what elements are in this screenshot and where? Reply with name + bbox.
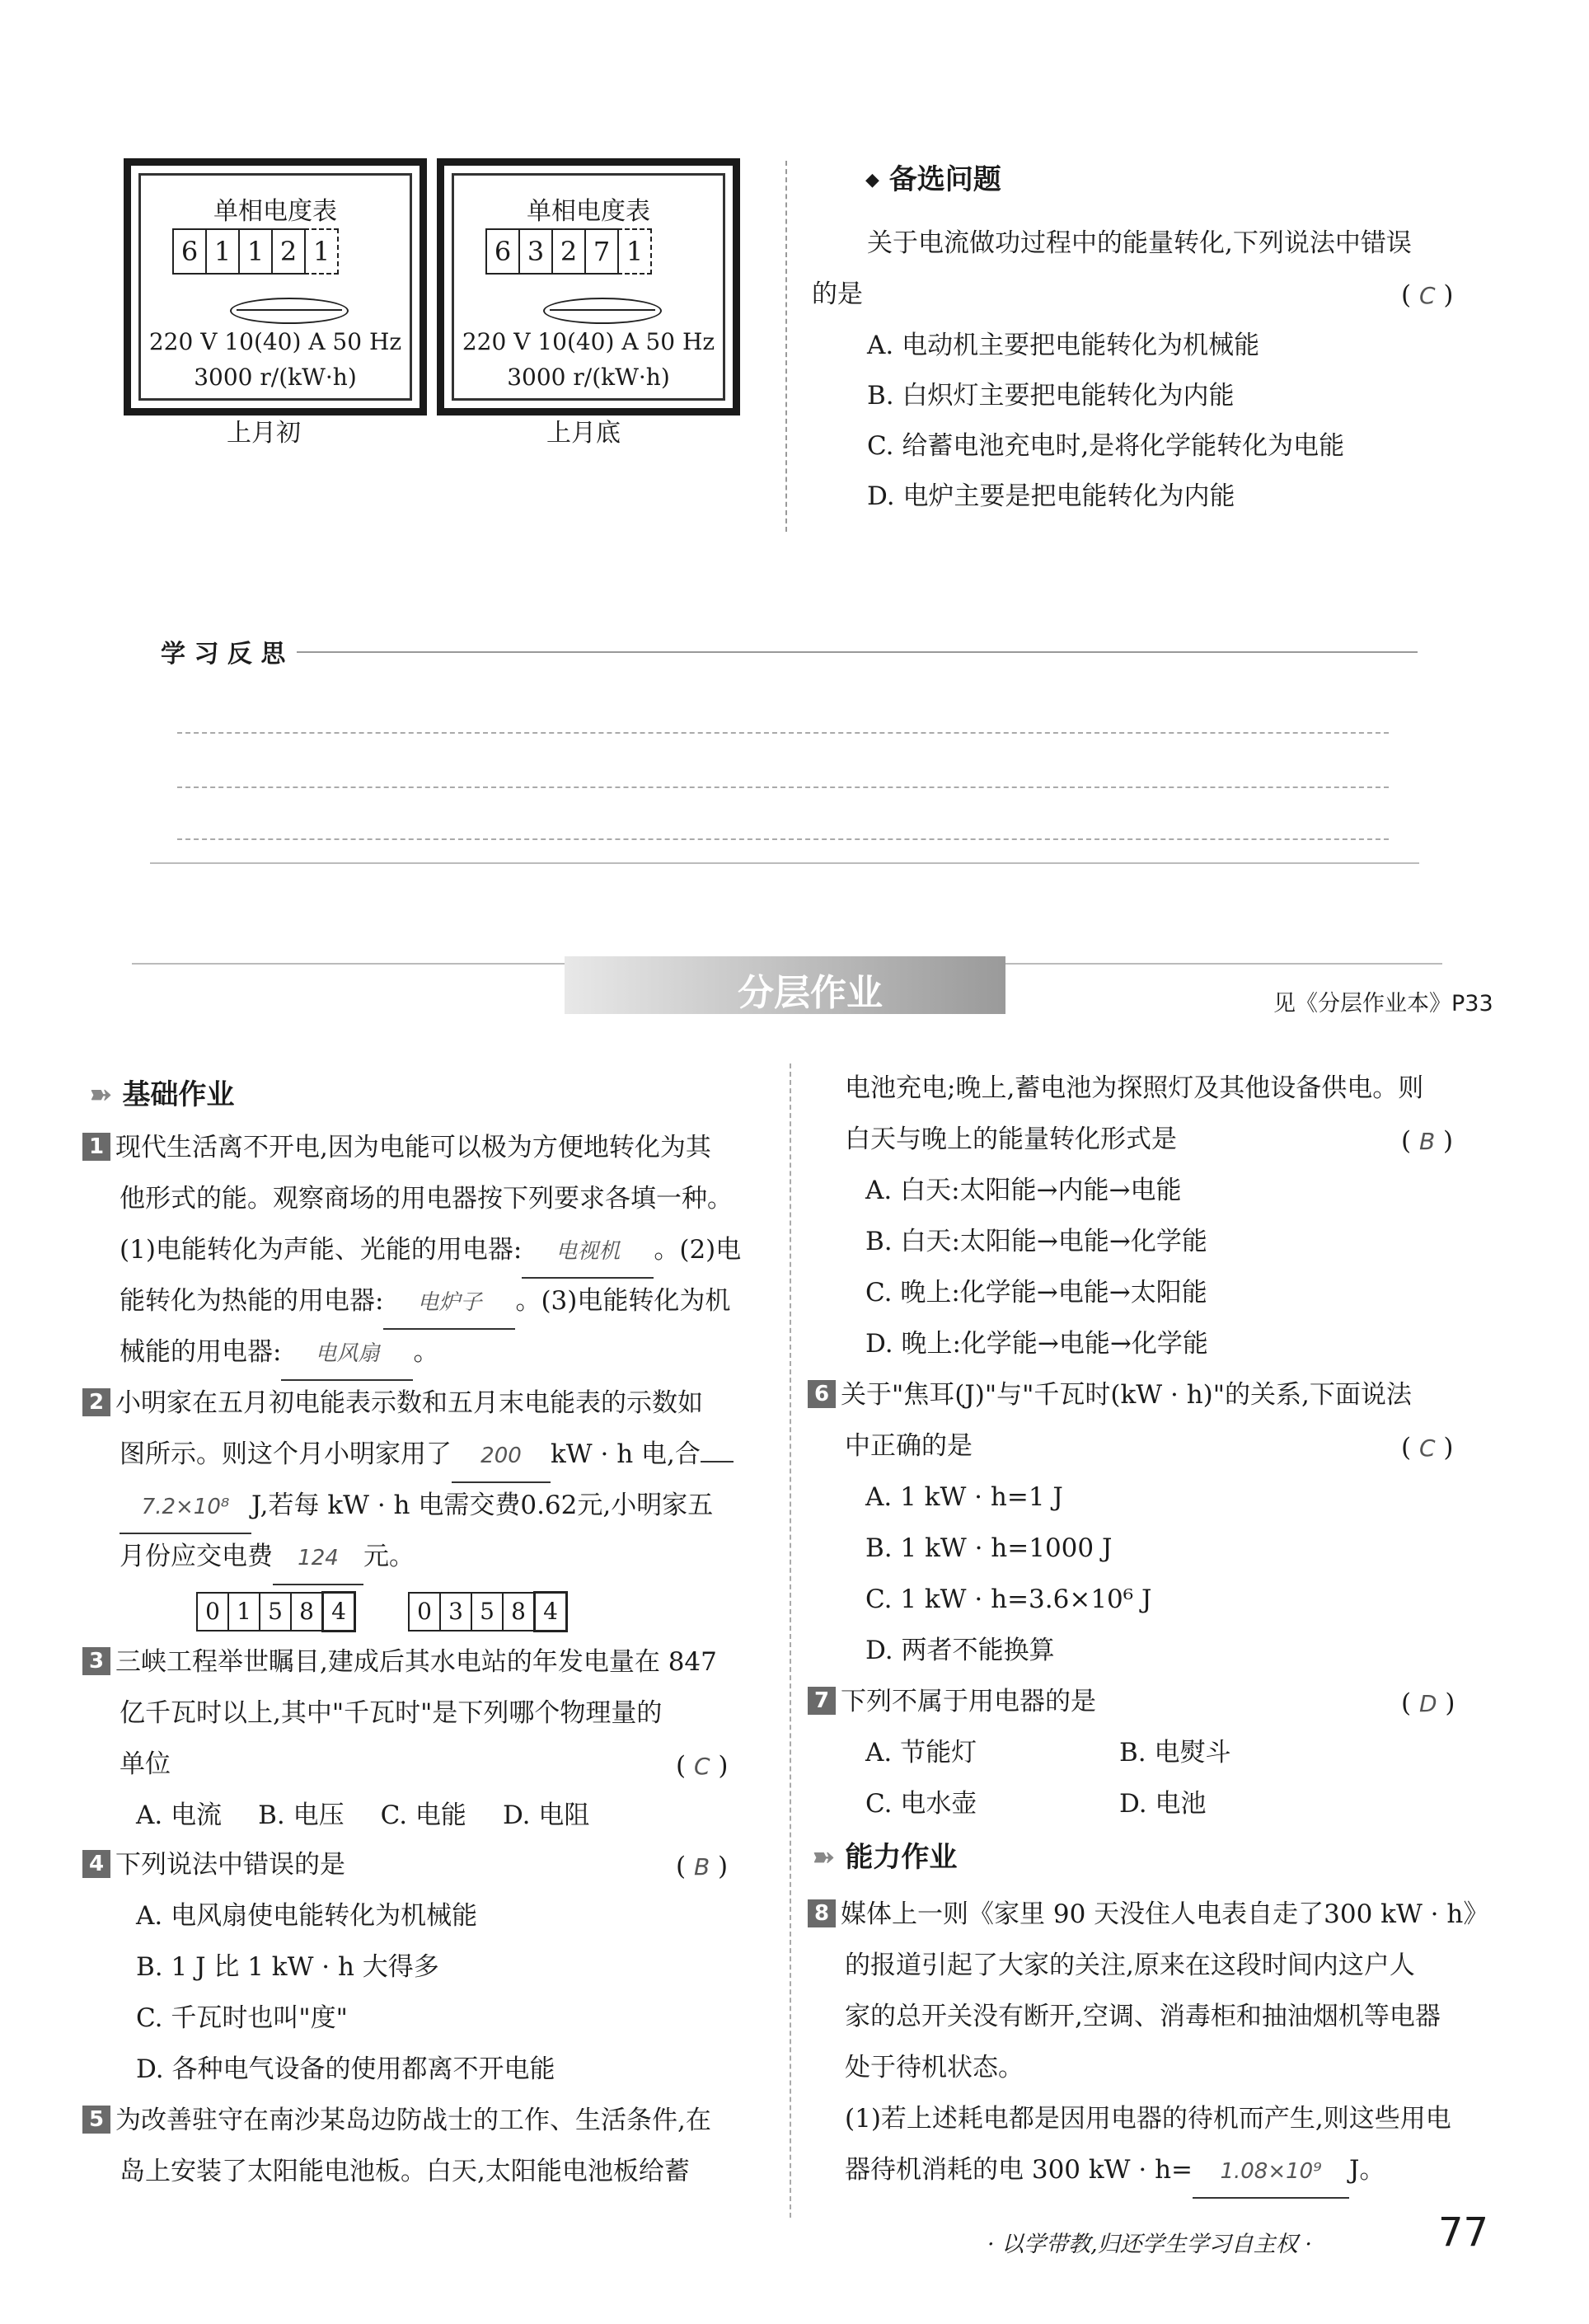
q1-line2: 他形式的能。观察商场的用电器按下列要求各填一种。	[120, 1184, 733, 1214]
q7-option-c: C. 电水壶	[865, 1789, 977, 1819]
question-number: 6	[808, 1380, 836, 1408]
meter-digit: 2	[551, 228, 586, 275]
question-number: 1	[82, 1133, 110, 1161]
meter-digit: 7	[584, 228, 619, 275]
banner-title: 分层作业	[738, 972, 883, 1014]
meter-rate: 3000 r/(kW·h)	[194, 364, 357, 391]
meter-digit: 3	[518, 228, 553, 275]
reflection-line	[177, 838, 1389, 840]
q7-answer: ( D )	[1401, 1688, 1455, 1718]
q7-option-b: B. 电熨斗	[1119, 1738, 1231, 1768]
q4-option-a: A. 电风扇使电能转化为机械能	[136, 1901, 478, 1931]
q2-line1: 2 小明家在五月初电能表示数和五月末电能表的示数如	[82, 1378, 703, 1429]
meter-digit: 2	[271, 228, 306, 275]
meter-start-of-month	[124, 158, 427, 416]
meter-disc-icon	[543, 298, 662, 324]
q4-option-b: B. 1 J 比 1 kW · h 大得多	[136, 1952, 439, 1982]
layered-ref: 见《分层作业本》P33	[1273, 991, 1493, 1016]
backup-stem-line2: 的是	[812, 279, 863, 309]
q8-line5: (1)若上述耗电都是因用电器的待机而产生,则这些用电	[845, 2104, 1451, 2134]
q8-line6: 器待机消耗的电 300 kW · h= 1.08×10⁹ J。	[845, 2145, 1385, 2199]
reflection-rule	[297, 651, 1418, 653]
q6-line1: 6 关于"焦耳(J)"与"千瓦时(kW · h)"的关系,下面说法	[808, 1370, 1412, 1420]
q2-meter-end: 0 3 5 8 4	[410, 1591, 568, 1632]
reflection-bottom-rule	[150, 862, 1419, 864]
q6-option-a: A. 1 kW · h=1 J	[865, 1482, 1063, 1512]
backup-option-a: A. 电动机主要把电能转化为机械能	[867, 331, 1260, 360]
column-divider	[785, 161, 787, 532]
meter-spec: 220 V 10(40) A 50 Hz	[462, 328, 715, 355]
meter-digits	[174, 228, 339, 275]
meter-digit-decimal: 1	[304, 228, 339, 275]
q1-blank-1[interactable]: 电视机	[522, 1227, 654, 1279]
reflection-title: 学 习 反 思	[161, 640, 286, 669]
q5-line1: 5 为改善驻守在南沙某岛边防战士的工作、生活条件,在	[82, 2096, 711, 2146]
q7-option-a: A. 节能灯	[865, 1738, 977, 1768]
question-number: 4	[82, 1850, 110, 1878]
reflection-line	[177, 786, 1389, 788]
q7-line1: 7 下列不属于用电器的是	[808, 1677, 1096, 1727]
meter-digit: 6	[172, 228, 207, 275]
q1-line4: 能转化为热能的用电器: 电炉子 。(3)电能转化为机	[120, 1276, 730, 1330]
meter-digit: 6	[485, 228, 520, 275]
arrow-icon: ➽	[89, 1078, 113, 1111]
q5-line2: 岛上安装了太阳能电池板。白天,太阳能电池板给蓄	[120, 2157, 690, 2186]
q6-answer: ( C )	[1401, 1433, 1454, 1462]
arrow-icon: ➽	[812, 1841, 836, 1874]
q6-line2: 中正确的是	[845, 1431, 973, 1461]
meter-end-of-month	[437, 158, 740, 416]
basic-homework-tag: ➽ 基础作业	[89, 1078, 235, 1111]
q5-option-b: B. 白天:太阳能→电能→化学能	[865, 1227, 1207, 1256]
q4-answer: ( B )	[676, 1852, 729, 1881]
q4-line1: 4 下列说法中错误的是	[82, 1840, 345, 1890]
q2-line3: 7.2×10⁸ J,若每 kW · h 电需交费0.62元,小明家五	[120, 1481, 713, 1534]
backup-option-d: D. 电炉主要是把电能转化为内能	[867, 481, 1235, 511]
q5-line4: 白天与晚上的能量转化形式是	[845, 1124, 1177, 1154]
meter-digit: 1	[205, 228, 240, 275]
q1-blank-3[interactable]: 电风扇	[281, 1329, 413, 1381]
q8-line3: 家的总开关没有断开,空调、消毒柜和抽油烟机等电器	[845, 2002, 1441, 2031]
page-number: 77	[1438, 2209, 1489, 2256]
meter-caption: 上月底	[546, 419, 621, 448]
q5-option-c: C. 晚上:化学能→电能→太阳能	[865, 1278, 1207, 1308]
q5-option-d: D. 晚上:化学能→电能→化学能	[865, 1329, 1208, 1359]
q3-line2: 亿千瓦时以上,其中"千瓦时"是下列哪个物理量的	[120, 1698, 663, 1728]
q2-line4: 月份应交电费 124 元。	[120, 1532, 415, 1585]
q1-blank-2[interactable]: 电炉子	[383, 1278, 515, 1330]
q8-blank-1[interactable]: 1.08×10⁹	[1193, 2147, 1349, 2199]
q2-blank-1-tail	[701, 1461, 734, 1462]
q4-option-d: D. 各种电气设备的使用都离不开电能	[136, 2054, 555, 2084]
question-number: 2	[82, 1388, 110, 1416]
meter-caption: 上月初	[227, 419, 301, 448]
meter-title: 单相电度表	[527, 197, 650, 226]
q8-line1: 8 媒体上一则《家里 90 天没住人电表自走了300 kW · h》	[808, 1890, 1488, 1940]
question-number: 5	[82, 2106, 110, 2134]
q3-line3: 单位	[120, 1749, 171, 1779]
footer-slogan: · 以学带教,归还学生学习自主权 ·	[987, 2232, 1312, 2257]
q1-line5: 械能的用电器: 电风扇 。	[120, 1327, 438, 1381]
backup-option-b: B. 白炽灯主要把电能转化为内能	[867, 381, 1235, 411]
q3-answer: ( C )	[676, 1751, 729, 1781]
q4-option-c: C. 千瓦时也叫"度"	[136, 2003, 348, 2033]
q8-line4: 处于待机状态。	[845, 2053, 1024, 2082]
q7-option-d: D. 电池	[1119, 1789, 1207, 1819]
backup-answer: ( C )	[1401, 280, 1454, 310]
meter-digit: 1	[238, 228, 273, 275]
q1-line3: (1)电能转化为声能、光能的用电器: 电视机 。(2)电	[120, 1225, 741, 1279]
q3-options: A. 电流 B. 电压 C. 电能 D. 电阻	[136, 1801, 590, 1830]
meter-rate: 3000 r/(kW·h)	[507, 364, 670, 391]
question-number: 3	[82, 1647, 110, 1675]
q5-option-a: A. 白天:太阳能→内能→电能	[865, 1176, 1182, 1205]
meter-digits	[487, 228, 652, 275]
layered-banner	[565, 956, 1005, 1014]
diamond-icon: ◆	[865, 170, 879, 190]
meter-digit-decimal: 1	[617, 228, 652, 275]
q5-answer: ( B )	[1401, 1126, 1454, 1156]
backup-question-tag: ◆ 备选问题	[865, 163, 1001, 196]
reflection-line	[177, 732, 1389, 734]
meter-title: 单相电度表	[213, 197, 337, 226]
q6-option-c: C. 1 kW · h=3.6×10⁶ J	[865, 1585, 1152, 1614]
q2-blank-1[interactable]: 200	[452, 1431, 551, 1483]
meter-spec: 220 V 10(40) A 50 Hz	[148, 328, 402, 355]
column-divider-lower	[790, 1063, 791, 2218]
question-number: 7	[808, 1687, 836, 1715]
q8-line2: 的报道引起了大家的关注,原来在这段时间内这户人	[845, 1951, 1415, 1980]
q2-meter-start: 0 1 5 8 4	[198, 1591, 356, 1632]
q2-meter-readings	[198, 1591, 568, 1632]
q3-line1: 3 三峡工程举世瞩目,建成后其水电站的年发电量在 847	[82, 1637, 717, 1688]
question-number: 8	[808, 1899, 836, 1927]
q6-option-b: B. 1 kW · h=1000 J	[865, 1533, 1113, 1563]
ability-homework-tag: ➽ 能力作业	[812, 1841, 958, 1874]
backup-option-c: C. 给蓄电池充电时,是将化学能转化为电能	[867, 431, 1345, 461]
q2-blank-2[interactable]: 7.2×10⁸	[120, 1482, 251, 1534]
q1-line1: 1 现代生活离不开电,因为电能可以极为方便地转化为其	[82, 1123, 711, 1173]
backup-stem-line1: 关于电流做功过程中的能量转化,下列说法中错误	[867, 228, 1412, 258]
q6-option-d: D. 两者不能换算	[865, 1636, 1055, 1665]
q5-line3: 电池充电;晚上,蓄电池为探照灯及其他设备供电。则	[845, 1073, 1424, 1103]
q2-blank-3[interactable]: 124	[273, 1533, 363, 1585]
meter-disc-icon	[230, 298, 349, 324]
q2-line2: 图所示。则这个月小明家用了 200 kW · h 电,合	[120, 1430, 734, 1483]
